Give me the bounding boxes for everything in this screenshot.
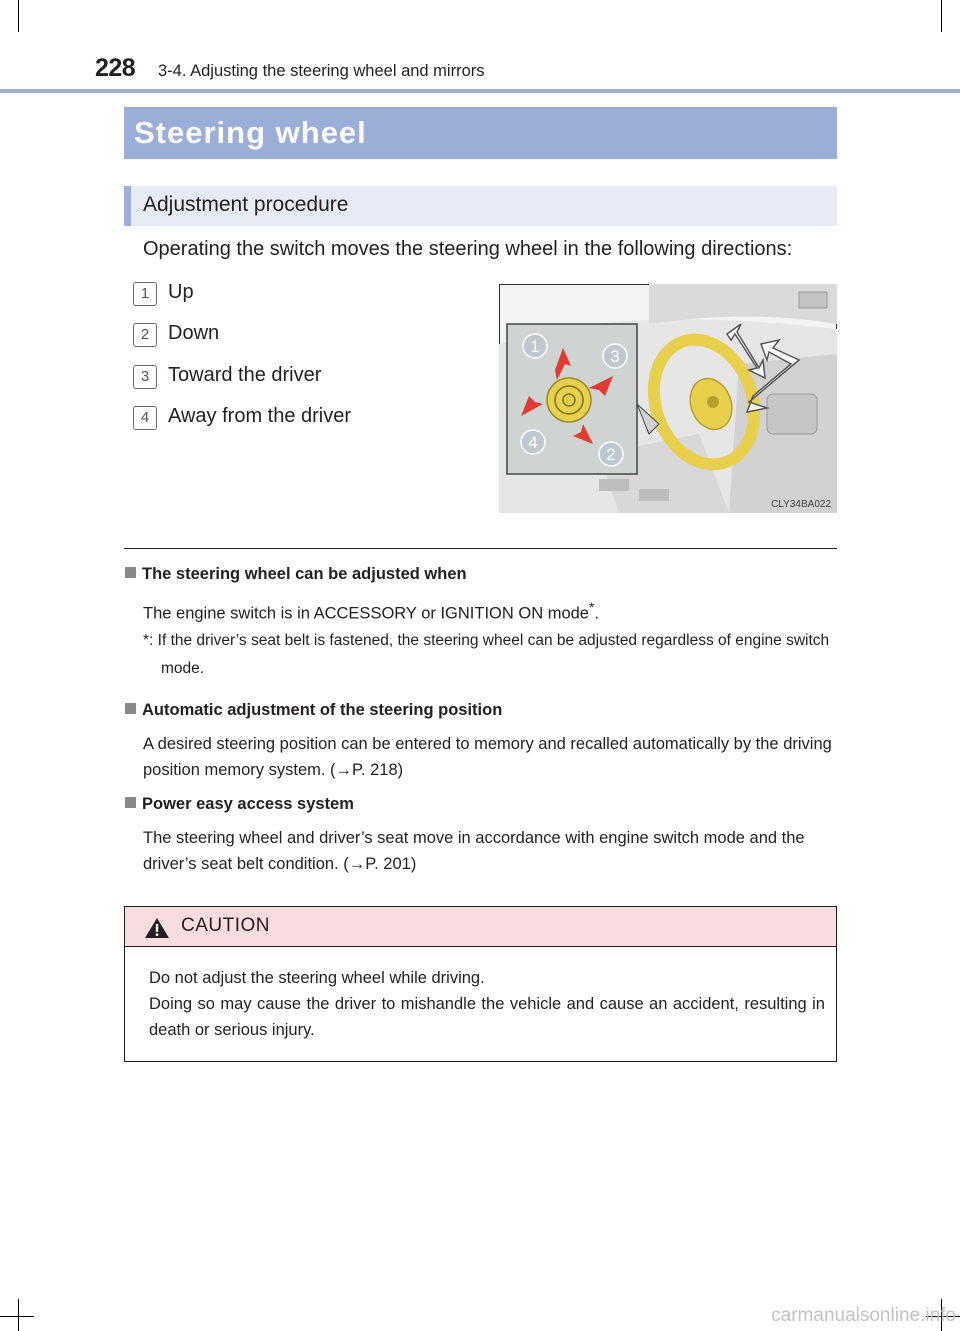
- header-rule: [0, 89, 960, 93]
- caution-body: [149, 965, 825, 1043]
- note-body: A desired steering position can be entered to memory and recalled automatically by the driving position memory system. (→P. 218): [143, 735, 832, 779]
- switch-knob-drawing: [547, 378, 591, 422]
- page-number: 228: [95, 54, 136, 82]
- caution-box: [124, 906, 837, 1062]
- crop-mark: [0, 1316, 34, 1317]
- note-body: The engine switch is in ACCESSORY or IGNITION ON mode*.: [143, 600, 599, 623]
- warning-icon: [144, 917, 170, 939]
- note-title: Automatic adjustment of the steering position: [125, 701, 502, 720]
- number-badge: 2: [133, 323, 157, 347]
- footnote: [125, 627, 837, 683]
- crop-mark: [18, 0, 19, 32]
- footnote-mark: *: [588, 600, 595, 615]
- section-divider: [124, 548, 837, 549]
- caution-line: Doing so may cause the driver to mishandle the vehicle and cause an accident, resulting in death or serious injury.: [149, 995, 825, 1039]
- illustration-svg: [499, 284, 837, 513]
- steering-adjust-illustration: [499, 284, 837, 513]
- callout-1: 1: [530, 337, 540, 356]
- subsection-title: Adjustment procedure: [143, 193, 349, 216]
- note-title: The steering wheel can be adjusted when: [125, 565, 467, 584]
- square-bullet-icon: [125, 567, 136, 578]
- note-title: Power easy access system: [125, 795, 354, 814]
- crop-mark: [18, 1299, 19, 1331]
- figure-code: CLY34BA022: [771, 499, 831, 510]
- crop-mark: [941, 0, 942, 32]
- chapter-title: 3-4. Adjusting the steering wheel and mirrors: [158, 62, 485, 80]
- subsection-accent: [124, 186, 131, 226]
- direction-label: Away from the driver: [168, 405, 352, 427]
- callout-4: 4: [528, 433, 538, 452]
- subsection-title-bar: [124, 186, 837, 226]
- callout-2: 2: [606, 445, 616, 464]
- square-bullet-icon: [125, 797, 136, 808]
- caution-title: CAUTION: [181, 915, 270, 936]
- direction-label: Toward the driver: [168, 364, 322, 386]
- direction-label: Down: [168, 322, 220, 344]
- watermark: carmanualsonline.info: [771, 1305, 956, 1326]
- section-title-bar: [124, 107, 837, 159]
- caution-line: Do not adjust the steering wheel while driving.: [149, 969, 485, 987]
- direction-label: Up: [168, 281, 194, 303]
- switch-inset: [507, 324, 659, 474]
- footnote-text: If the driver’s seat belt is fastened, the steering wheel can be adjusted regardless of engine switch mode.: [157, 632, 830, 677]
- footnote-label: *:: [143, 632, 154, 649]
- caution-header: [125, 907, 836, 947]
- note-body: The steering wheel and driver’s seat move in accordance with engine switch mode and the driver’s seat belt condition. (→P. 201): [143, 829, 805, 873]
- number-badge: 3: [133, 365, 157, 389]
- intro-text: Operating the switch moves the steering wheel in the following directions:: [143, 238, 793, 260]
- section-title: Steering wheel: [134, 115, 367, 150]
- number-badge: 1: [133, 282, 157, 306]
- callout-3: 3: [610, 347, 620, 366]
- number-badge: 4: [133, 406, 157, 430]
- square-bullet-icon: [125, 703, 136, 714]
